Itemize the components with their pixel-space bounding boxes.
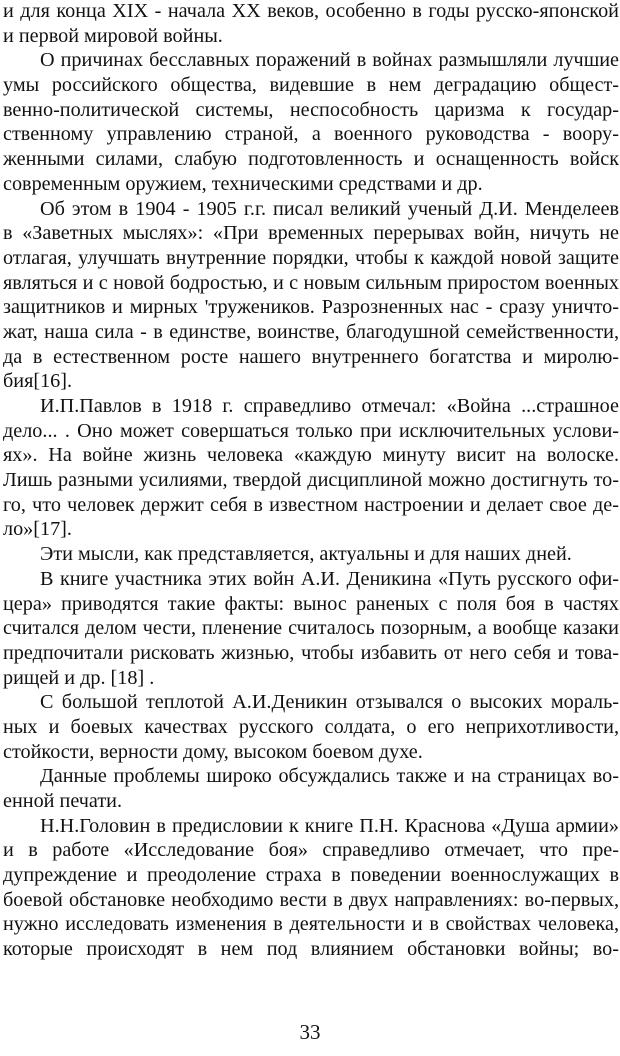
paragraph: [3, 48, 619, 196]
text-line: защитников и мирных 'тружеников. Разрозненных нас - сразу уничто-: [3, 296, 619, 319]
text-line: Эти мысли, как представляется, актуальны и для наших дней.: [40, 543, 572, 566]
paragraph: [3, 197, 619, 395]
text-line: Лишь разными усилиями, твердой дисциплиной можно достигнуть то-: [3, 469, 619, 492]
text-line: рищей и др. [18] .: [3, 666, 155, 689]
text-line: и для конца XIX - начала XX веков, особенно в годы русско-японской: [3, 0, 619, 22]
text-line: ях». На войне жизнь человека «каждую минуту висит на волоске.: [3, 444, 619, 467]
text-line: дело... . Оно может совершаться только при исключительных услови-: [3, 419, 619, 442]
text-line: жат, наша сила - в единстве, воинстве, благодушной семейственности,: [3, 320, 619, 343]
text-line: В книге участника этих войн А.И. Деникина «Путь русского офи-: [40, 567, 619, 590]
text-line: в «Заветных мыслях»: «При временных перерывах войн, ничуть не: [3, 222, 619, 245]
text-line: отлагая, улучшать внутренние порядки, чтобы к каждой новой защите: [3, 246, 619, 269]
text-line: считался делом чести, пленение считалось позорным, а вообще казаки: [3, 617, 619, 640]
paragraph: [3, 567, 619, 690]
paragraph: [3, 764, 619, 813]
text-line: и в работе «Исследование боя» справедливо отмечает, что пре-: [3, 839, 619, 862]
paragraph: [3, 814, 619, 962]
text-line: Н.Н.Головин в предисловии к книге П.Н. Краснова «Душа армии»: [40, 814, 619, 837]
text-line: ных и боевых качествах русского солдата, о его неприхотливости,: [3, 715, 619, 738]
page-number: 33: [299, 1020, 321, 1044]
paragraph: [3, 542, 619, 567]
page-body-text: [3, 0, 619, 962]
paragraph: [3, 690, 619, 764]
text-line: да в естественном росте нашего внутреннего богатства и миролю-: [3, 345, 619, 368]
text-line: цера» приводятся такие факты: вынос раненых с поля боя в частях: [3, 592, 619, 615]
text-line: ственному управлению страной, а военного руководства - воору-: [3, 123, 619, 146]
text-line: енной печати.: [3, 790, 123, 812]
text-line: являться и с новой бодростью, и с новым сильным приростом военных: [3, 271, 619, 294]
paragraph: [3, 394, 619, 542]
text-line: бия[16].: [3, 370, 73, 393]
paragraph: [3, 0, 619, 48]
text-line: О причинах бесславных поражений в войнах размышляли лучшие: [40, 49, 619, 72]
text-line: боевой обстановке необходимо вести в двух направлениях: во-первых,: [3, 888, 619, 911]
text-line: дупреждение и преодоление страха в поведении военнослужащих в: [3, 864, 619, 887]
text-line: стойкости, верности дому, высоком боевом духе.: [3, 740, 423, 763]
text-line: Об этом в 1904 - 1905 г.г. писал великий ученый Д.И. Менделеев: [40, 197, 619, 220]
text-line: Данные проблемы широко обсуждались также и на страницах во-: [40, 765, 619, 788]
text-line: нужно исследовать изменения в деятельности и в свойствах человека,: [3, 913, 619, 936]
text-line: предпочитали рисковать жизнью, чтобы избавить от него себя и това-: [3, 641, 619, 664]
text-line: ло»[17].: [3, 518, 72, 541]
text-line: венно-политической системы, неспособность царизма к государ-: [3, 98, 619, 121]
text-line: И.П.Павлов в 1918 г. справедливо отмечал: «Война ...страшное: [40, 395, 619, 417]
text-line: умы российского общества, видевшие в нем деградацию общест-: [3, 74, 619, 97]
text-line: С большой теплотой А.И.Деникин отзывался о высоких мораль-: [40, 691, 619, 714]
text-line: женными силами, слабую подготовленность и оснащенность войск: [3, 148, 619, 171]
text-line: и первой мировой войны.: [3, 24, 223, 47]
text-line: современным оружием, техническими средствами и др.: [3, 172, 483, 195]
text-line: которые происходят в нем под влиянием обстановки войны; во-: [3, 938, 619, 961]
text-line: го, что человек держит себя в известном настроении и делает свое де-: [3, 493, 619, 516]
